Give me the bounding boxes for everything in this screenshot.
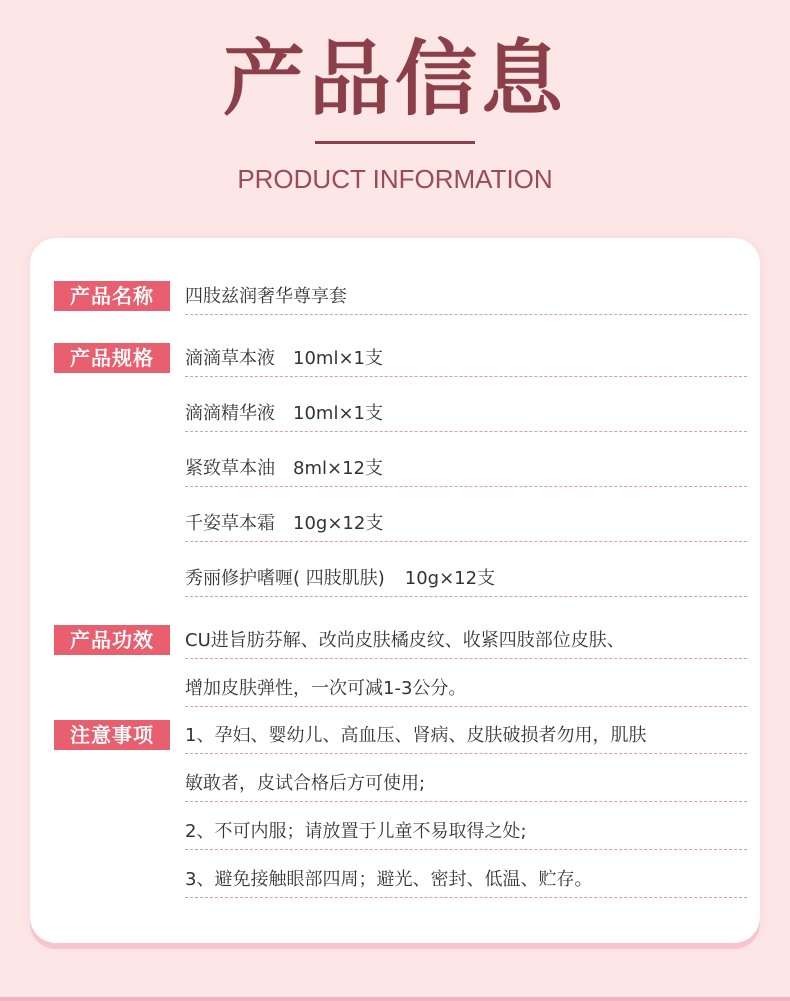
spec-item-name: 滴滴草本液: [185, 348, 275, 369]
note-line: 敏敢者，皮试合格后方可使用;: [185, 766, 747, 802]
effect-line: 增加皮肤弹性，一次可减1-3公分。: [185, 671, 747, 707]
spec-item-name: 秀丽修护嗜喱( 四肢肌肤): [185, 568, 385, 589]
spec-item-name: 千姿草本霜: [185, 513, 275, 534]
label-product-spec: 产品规格: [54, 343, 170, 373]
spec-row: [185, 506, 747, 542]
product-name-value: 四肢兹润奢华尊享套: [185, 286, 347, 307]
spec-item-qty: 10g×12支: [404, 568, 496, 589]
title-underline: [315, 141, 475, 144]
spec-item-qty: 10ml×1支: [293, 403, 383, 424]
spec-row: [185, 451, 747, 487]
spec-item-qty: 8ml×12支: [293, 458, 383, 479]
effect-line: CU进旨肪芬解、改尚皮肤橘皮纹、收紧四肢部位皮肤、: [185, 623, 747, 659]
spec-row: [185, 561, 747, 597]
bottom-border: [0, 997, 790, 1001]
label-product-effect: 产品功效: [54, 625, 170, 655]
label-product-name: 产品名称: [54, 281, 170, 311]
page-subtitle: PRODUCT INFORMATION: [237, 164, 553, 194]
spec-row: [185, 396, 747, 432]
note-line: 2、不可内服；请放置于儿童不易取得之处;: [185, 814, 747, 850]
spec-row: [185, 341, 747, 377]
spec-item-qty: 10ml×1支: [293, 348, 383, 369]
note-line: 1、孕妇、婴幼儿、高血压、肾病、皮肤破损者勿用，肌肤: [185, 718, 747, 754]
label-precautions: 注意事项: [54, 720, 170, 750]
spec-item-name: 滴滴精华液: [185, 403, 275, 424]
product-name-row: [185, 279, 747, 315]
note-line: 3、避免接触眼部四周；避光、密封、低温、贮存。: [185, 862, 747, 898]
spec-item-name: 紧致草本油: [185, 458, 275, 479]
page-title: 产品信息: [222, 32, 567, 127]
spec-item-qty: 10g×12支: [293, 513, 384, 534]
